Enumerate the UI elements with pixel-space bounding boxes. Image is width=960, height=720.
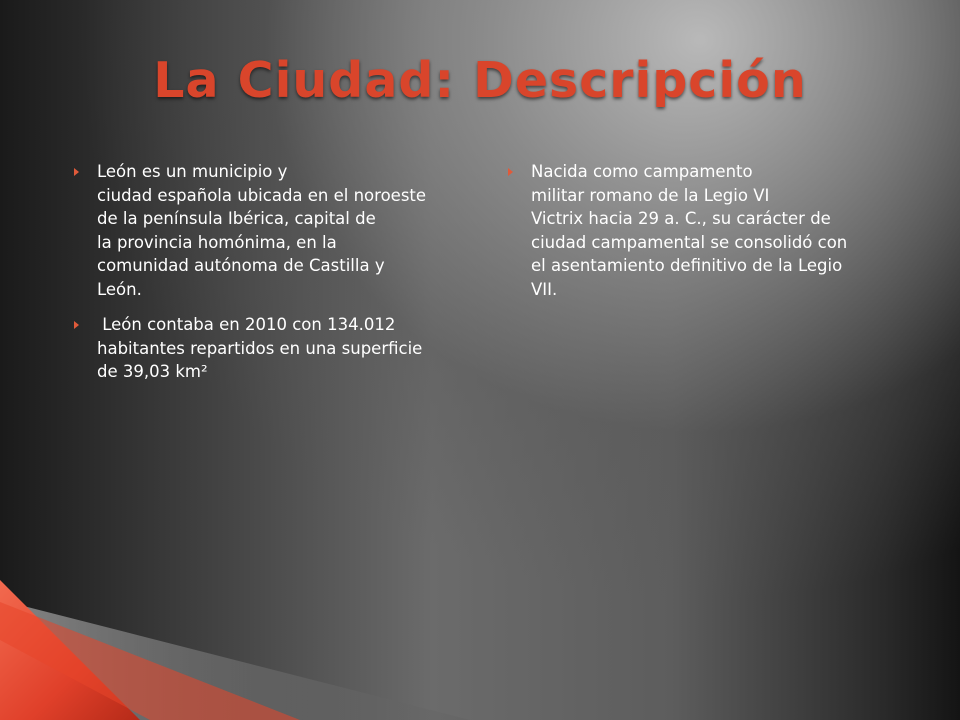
text-line: de la península Ibérica, capital de [97,209,376,228]
text-line: VII. [531,279,558,299]
text-line: militar romano de la Legio VI [531,185,770,205]
text-line: León contaba en 2010 con 134.012 [97,315,396,334]
bullet-item [508,160,893,301]
text-line: Nacida como campamento [531,162,753,181]
text-line: la provincia homónima, en la [97,232,337,252]
decorative-corner-shapes [0,580,960,720]
slide-title: La Ciudad: Descripción [153,52,807,109]
text-line: León es un municipio y [97,162,288,181]
arrow-bullet-icon [508,168,513,176]
text-line: comunidad autónoma de Castilla y [97,256,385,275]
arrow-bullet-icon [74,168,79,176]
text-line: Victrix hacia 29 a. C., su carácter de [531,209,831,228]
right-column [508,160,893,313]
left-column [74,160,459,396]
bullet-item [74,313,459,384]
text-line: ciudad española ubicada en el noroeste [97,185,427,205]
arrow-bullet-icon [74,321,79,329]
text-line: León. [97,279,142,299]
text-line: ciudad campamental se consolidó con [531,232,848,252]
text-line: de 39,03 km² [97,362,208,381]
text-line: habitantes repartidos en una superficie [97,338,423,358]
bullet-item [74,160,459,301]
text-line: el asentamiento definitivo de la Legio [531,256,843,275]
